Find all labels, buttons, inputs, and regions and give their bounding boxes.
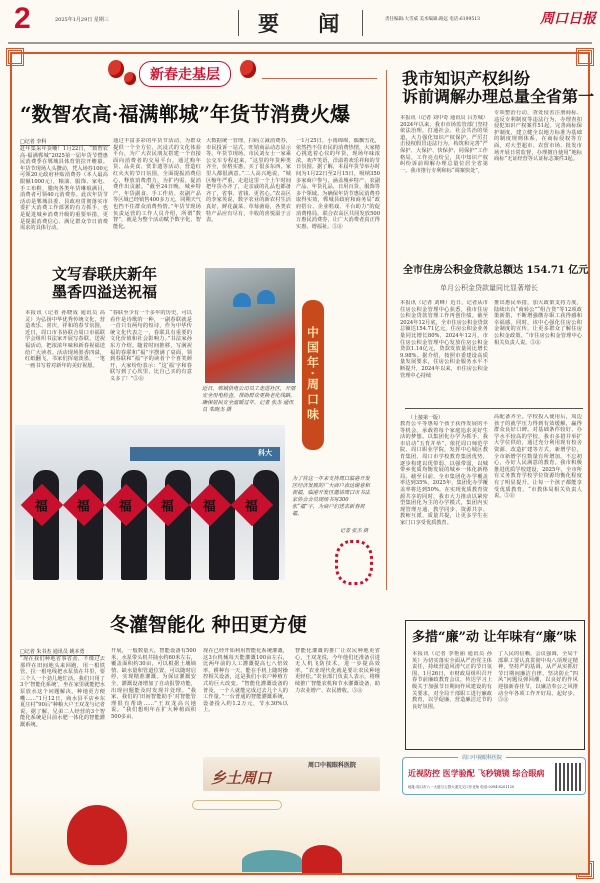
photo-caption: 为了将这一年来支持周口临港开发区经济发展的广大商户表达谢意和祝福，临港开发区邀请周口市书法家协会会员现场书写300张“福”字，为商户们送去新春祝福。	[292, 476, 370, 517]
flower-icon	[302, 845, 342, 873]
lantern-icon	[240, 60, 256, 78]
byline: □记者 李科	[20, 138, 110, 146]
editor-info: 责任编辑:大雪威 美术编辑:路远 电话:6199513	[385, 17, 480, 22]
photo-credit: 记者 张杰 摄	[340, 528, 369, 534]
fu-card	[21, 484, 63, 526]
ip-headline-1: 我市知识产权纠纷	[402, 69, 531, 88]
issue-date: 2025年1月29日 星期三	[55, 17, 109, 23]
qr-code-icon	[555, 763, 581, 791]
article-column: 通过丰富多彩的年货节活动，为群众提供一个全方位、沉浸式的文化体验平台，为广大农民朋友搭建一个直接面向消费者的交易平台，通过购年货、品美食、赏非遗等活动，营造红红火火的节日氛围，全面提振消费信心，释放消费潜力，为扩内需、促消费作出贡献。“截至24日晚，城乡特产、年货副食、手工作坊、农副产品等区域已经销售400多万元，同期天气也挡不住群众消费热情。”年货节现场负责运营的工作人员介绍，所谓“数智”，就是为整个活动赋予数字化、智能化。	[113, 138, 201, 230]
fu-card	[147, 484, 189, 526]
article-column: 大数据统一管理，扫码立减消费券，市民投诉一站式，旺销商品动态显示等。年货节现场，市民刘女士一家乘公交车专程赶来，“这里的年货种类齐全，价格实惠，买了很多东西，家里人都很满意。”二人高兴地说，“城区缩年严重，走进这里一个上午时间把年货办齐了，走亲戚的礼品也都备齐了，省事、省钱、更省心。”农高区的李家英说，数字农业的新农村生活真好，鲜花蔬菜、草莓菌菇，各类农特产品应有尽有，丰收的喜悦溢于言表。	[206, 138, 291, 224]
vertical-banner: 中国年·周口味	[302, 300, 324, 450]
newspaper-logo: 周口日报	[540, 11, 596, 27]
fund-headline: 全市住房公积金贷款总额达 154.71 亿元	[403, 265, 589, 276]
floral-decoration	[12, 795, 588, 873]
couplet-headline-2: 墨香四溢送祝福	[52, 283, 158, 301]
lian-story-box	[405, 620, 585, 750]
ad-slogan: 近视防控 医学验配 飞秒镜镜 综合眼病	[408, 768, 545, 778]
fu-char: 福	[245, 499, 259, 515]
article-column: 了人民的信赖。会议强调，全局干部职工要认真贯彻中央八项规定精神，坚持严的基调，从严从实抓好节日期间廉洁自律，坚决防止“四风”问题反弹回潮，以良好的作风迎接新春佳节，以廉洁奉公之风推动全年各项工作开好局、起好步。⑤⑪	[498, 651, 578, 704]
cloud-icon	[192, 800, 282, 810]
section-badge	[115, 58, 255, 90]
fu-card	[105, 484, 147, 526]
helmet-icon	[257, 290, 275, 304]
fu-characters-photo	[15, 425, 285, 580]
article-column: 开展，一般数量大，智能设备有500米，水泵带头机井抽水约60米左右，覆盖面积约30亩，可以根据土壤墒情、缺水量和管道位置，可以随时启停，实现精准灌溉。为保证灌溉安全，灌溉设备增加了自动报警功能，出现问题能及时发现并处理。“我家，我们的‘田间智能助手’对智能管理很有帮助……”王双龙高兴地说。“我们想明年在扩大种植面积500多亩，	[111, 648, 196, 720]
fu-card	[231, 484, 273, 526]
ad-banner-right[interactable]	[402, 757, 586, 795]
helmet-icon	[233, 293, 251, 307]
article-column: 本报讯（记者 李艳丽 通讯员 孙英）为切实落实全面从严治党主体责任，持续营造风清气正的节日氛围，1月26日，市财政局组织召开春节前廉政教育会议，传达学习上级关于加强节日期间作风建设的有关要求，对全局干部职工进行廉政教育，以学促廉，营造廉洁过节的良好氛围。	[412, 651, 492, 710]
fu-card	[63, 484, 105, 526]
divider	[238, 10, 239, 36]
article-column: 教育公平等惠每个孩子获得发展的平等机会。承载着每个家庭追求美好生活的梦想。以集团化办学为抓手，我市启动“五育并举”，依托周口师范学院、周口职业学院，发挥中心城区教育集团、周口市学校教育集团优势，逐步构建以优带弱、以强带弱，以城带乡优质均衡发展的城乡一体化新格局。截至目前，全市集团化办学覆盖率达到35%，2025年，集团化办学覆盖率将达到50%。在实现优质教育资源共享的同时，我市大力推动以紧密型集团化为主的办学模式，集团内实现管理互通、教学同步、资源共享、教师互派、质量共提，让更多学生在家门口享受优质教育。	[400, 421, 488, 526]
byline: □记者 朱书杰 通讯员 姚本勇	[20, 648, 100, 656]
lian-headline: 多措“廉”动 让年味有“廉”味	[412, 630, 577, 645]
article-column: 专项整治行动，查处侵害注册商标、违反专利制度等违法行为，办理查扣侵犯知识产权案件51起。完善商标保护制度，建立健全以地方标准为基础的制度规则体系，在商标侵权等方面，对大型超市、农贸市场、批发市场开展日常监督，办理擅自使用“地标商标”无证经营等认证标志案件3起。	[494, 110, 582, 163]
flower-icon	[67, 805, 127, 865]
article-column: “现在我们种地省事省劲，不像过去那样在田间地头来回跑，用一根铁管，拉一根电线把水泵放在井里，要三个人一个劲儿地忙活。我们只用了3个‘智能化系统’，坐在家里就能把水泵放水这个问题解决，种地更方便嘞……”1月12日，商水县平店乡东夏庄村“90后”种粮大户王双龙与记者说。据了解，兄弟二人经营的3个智能化系统是目前水肥一体化的智能灌溉系统。	[20, 656, 105, 728]
ip-headline-2: 诉前调解办理总量全省第一	[402, 87, 595, 106]
article-column: 赶年集采年货嘞！1月22日，“数智农高·福满郸城”2025第一届年货节暨惠民消费季在郸城县体育馆拉开帷幕。年货节现场人头攒动，凭入场券100元可领20元政府补贴消费券（本人最高限额1000元），粮油、服饰、家电、手工布鞋、腊肉各类年货琳琅满目，消费者可领40元消费券。此次年货节活动是郸城县委、县政府贯彻落实市委扩大消费工作部署的有力抓手，也是促进城乡消费升级的重要举措，更是提振消费信心、满足群众节日消费需求的具体行动。	[20, 146, 108, 232]
article-column: 现在已经开始利用智能化系统灌溉，这3台机械每天能灌溉100亩左右，比两年前的人工灌溉提高七八倍效率。耕种有一天，能在手机上随时操控相关设备，这是我们小农户种植方式的巨大改变。“智能化灌溉设备的普及，一个人就能完成过去几个人的工作量。”一台普通的智能灌溉系统，设备投入约1.2万元，节水30%以上。	[203, 648, 288, 714]
corner-ornament-icon	[576, 48, 594, 66]
article-column: 高配备齐全。学校投入使用后，周边孩子的就学压力得到有效缓解，赢得群众良好口碑。对基础条件较好、办学水平较高的学校，我市多措并举扩大学位供给，通过充分利用现有校舍资源、改造扩建等方式，新增学位，全市新增学位数量有所增加。不忘初心，办好人民满意的教育。我市积极推进优质学校建设，2025年，全市所有义务教育学校学位资源均衡化程度有了明显提升，让每一个孩子都能享受优质教育。“市教体局相关负责人说。⑤⑪	[494, 414, 582, 500]
header-rule	[8, 42, 592, 44]
person	[253, 470, 279, 580]
linemen-photo	[205, 268, 295, 383]
fund-subtitle: 单月公积金贷款量同比显著增长	[440, 284, 538, 292]
ad-title: 乡土周口	[211, 769, 272, 787]
corner-ornament-icon	[6, 48, 24, 66]
fu-char: 福	[203, 499, 217, 515]
store-sign: 科大	[130, 447, 280, 461]
divider	[262, 78, 377, 79]
article-column: 本报讯（记者 孙晓成 通讯员 高灵）为弘扬中华优秀传统文化，营造欢乐、喜庆、祥和的春节氛围，近日，周口市书协联合周口市福联学会组织书法家开展写春联、送祝福活动，把浓浓年味和新春祝福送给广大读者。活动现场墨香四溢，红纸翻飞，书家们挥毫泼墨，一笔一画书写着对新年的美好祝愿。	[25, 310, 105, 369]
ad-banner-left[interactable]	[203, 757, 380, 791]
article-column: 一1月25日，小雨绵绵，偶飘雪花，依然挡不住市民的消费热情，大家精心挑选着心仪的年货，现场年味浓浓，欢声笑语，洋溢着欢乐祥和的节日氛围。据了解，本届年货节举办时间为1月22日至2月15日，吸纳350多家商户参与，涵盖城乡特产、农副产品、年货礼品、日用百货、服饰等多个领域。为确保年货节惠民消费券取得实效，郸城县政府和商务局“政府搭台、企业唱戏、平台助力”的促消费格局，联合农高区共同发放500万惠民消费券，让广大消费者真正得实惠、增福祉。⑤⑪	[296, 138, 380, 230]
page-number: 2	[14, 2, 31, 35]
fu-char: 福	[161, 499, 175, 515]
fu-char: 福	[119, 499, 133, 515]
divider	[362, 10, 363, 36]
section-title: 要 闻	[258, 11, 356, 36]
couplet-headline-1: 文写春联庆新年	[52, 265, 158, 283]
badge-text: 新春走基层	[139, 61, 231, 87]
article-column: “春联至少有一千多年的历史，可以看作是诗歌的一种，一副春联就是一首只有两句的短诗，作为中华传统文化代表之一，春联具有重要的文化价值和社会影响力。”书法家孙东方介绍。随着时间推移，写满祝福的春联和“福”字摆满了桌面，领到春联和“福”字的读者个个喜笑颜开，大家纷纷表示：“这‘福’字和春联写到了心坎里，比自己买的有意义多了！”⑤⑪	[110, 310, 192, 382]
article-column: 智能化灌溉的推广让农民种地更省心，王双龙说，今年他们还准备引进无人机飞防技术，进一步提高效率。“农业现代化就是要让农民种地更轻松。”农业部门负责人表示，将继续推广智能农机和节水灌溉设备，助力农业增产、农民增收。⑤⑪	[295, 648, 380, 694]
fu-char: 福	[35, 499, 49, 515]
ad-sponsor: 周口中视眼科医院	[308, 763, 357, 769]
fu-card	[189, 484, 231, 526]
people-row	[33, 470, 279, 580]
person	[33, 470, 59, 580]
photo-caption: 近日，郸城供电公司员工走进社区，开展安全用电检查，帮助群众更换老化线路，确保居民安全温暖过年。记者 张杰 通讯员 朱晓杰 摄	[202, 386, 296, 413]
fu-row	[27, 490, 267, 520]
main-headline: “数智农高·福满郸城”年货节消费火爆	[20, 102, 350, 126]
paper-cut-ornament-icon	[335, 540, 373, 585]
irrigation-headline: 冬灌智能化 种田更方便	[110, 614, 307, 636]
article-column: 推出惠民举措，加大政策支持力度，陆续出台“商转公”“组合贷”等12项政策新措，不断增强缴存职工获得感和幸福感。同时，该中心强化住房公积金制度的宣传，让更多群众了解住房公积金政策。“市住房公积金管理中心相关负责人说。⑤⑪	[494, 300, 582, 346]
article-column: 本报讯（记者 刘中奇 通讯员 吕芳城）2024年以来，我市市场监管部门坚持依法治理，打通社会、社会共治的渠道，大力强化知识产权保护，严厉打击侵权假冒违法行为，构筑和完善“严保护、大保护、快保护、同保护”工作格局，工作亮点纷呈，其中知识产权纠纷诉前调解办理总量位居全省第一。我市推行专利和标“调案快处”，	[400, 115, 488, 174]
leaf-icon	[242, 850, 302, 872]
article-column: 本报讯（记者 刘峰）近日，记者从市住房公积金管理中心获悉，我市住房公积金贷款管理工作再创佳绩。截至2024年12月底，全市住房公积金贷款总额达154.71亿元，住房公积金业务量同比增长80%，2024年12月，市住房公积金管理中心发放住房公积金贷款1.14亿元，贷款发放量同比增长9.98%。据介绍，按照市委建设高质量发展要求，住房公积金服务水平不断提升，2024年以来，市住房公积金管理中心持续	[400, 300, 488, 379]
continued-label: （上接第一版）	[408, 415, 444, 421]
ad-address: 地址:周口市八一大道与公园大道交叉口东北角 电话:0394-8201120	[408, 785, 515, 789]
divider	[405, 408, 583, 409]
ad-top-label: 周口中视眼科医院	[458, 754, 506, 761]
column-divider	[386, 70, 387, 590]
fu-char: 福	[77, 499, 91, 515]
